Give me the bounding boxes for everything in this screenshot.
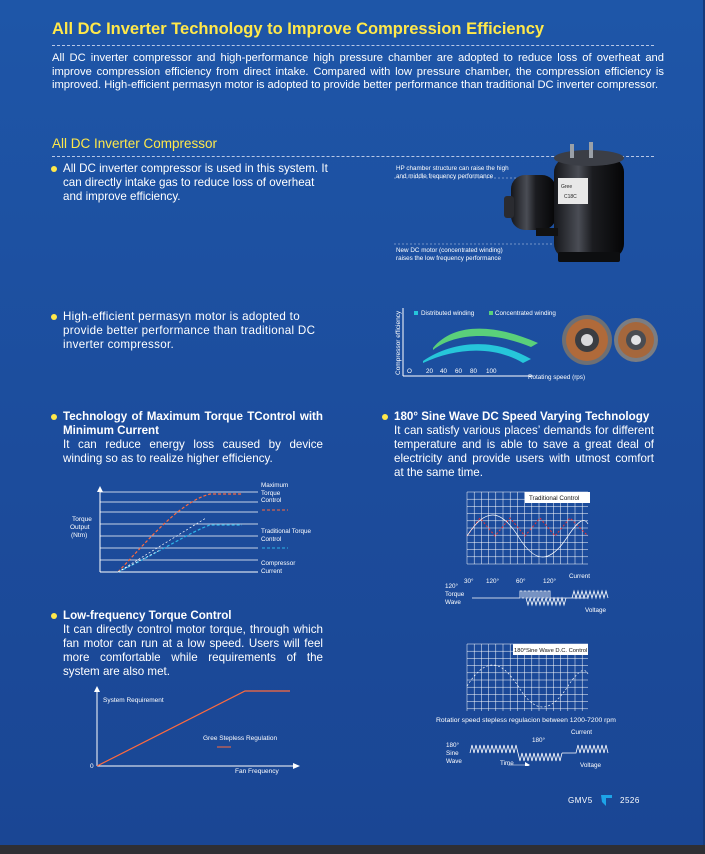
traditional-torque-curve	[118, 525, 242, 572]
lowfreq-origin: 0	[90, 763, 94, 770]
footer-model: GMV5	[568, 796, 593, 805]
traditional-current-label: Current	[569, 573, 590, 580]
sine-180-left-label: 180°	[446, 742, 460, 749]
bullet-compressor	[63, 162, 333, 204]
efficiency-x-tick: 100	[486, 368, 497, 375]
hp-chamber-label: HP chamber structure can raise the high and middle frequency performance	[396, 165, 509, 180]
traditional-control-chart	[440, 488, 640, 618]
bullet-sine-text: It can satisfy various places’ demands for different temperature and is able to save a great deal of electricity and provide users with utmost comfort at the same time.	[394, 424, 654, 479]
bullet-dot-icon	[51, 613, 57, 619]
y-arrow-icon	[94, 686, 100, 692]
sine-wave-curve	[467, 665, 588, 707]
sine-voltage-label: Voltage	[580, 762, 602, 769]
section-subtitle: All DC Inverter Compressor	[52, 136, 218, 151]
bullet-dot-icon	[382, 414, 388, 420]
bullet-torque-text: It can reduce energy loss caused by device winding so as to realize higher efficiency.	[63, 438, 323, 465]
traditional-pwm-wave	[472, 591, 608, 605]
bullet-torque	[63, 410, 323, 466]
legend-swatch-distributed	[414, 311, 418, 315]
traditional-voltage-label: Voltage	[585, 607, 607, 614]
efficiency-x-tick: 60	[455, 368, 463, 375]
gree-logo-icon	[598, 792, 614, 808]
compressor-plate-text-1: Gree	[561, 184, 573, 190]
title-divider	[52, 45, 654, 46]
compressor-plate-text-2: C18C	[564, 194, 577, 200]
efficiency-x-tick: 40	[440, 368, 448, 375]
sine-time-label: Time	[500, 760, 514, 767]
time-arrow-icon	[525, 762, 530, 766]
efficiency-x-tick: 80	[470, 368, 478, 375]
torque-y-label-3: (Ntm)	[71, 532, 88, 539]
bullet-sine-title: 180° Sine Wave DC Speed Varying Technology	[394, 410, 650, 423]
compressor-current-label: Compressor Current	[261, 560, 296, 575]
bullet-torque-title: Technology of Maximum Torque TControl with Minimum Current	[63, 410, 323, 437]
sine-current-label: Current	[571, 729, 592, 736]
bullet-lowfreq-title: Low-frequency Torque Control	[63, 609, 232, 622]
bullet-dot-icon	[51, 314, 57, 320]
traditional-torque-label: Traditional Torque Control	[261, 528, 312, 543]
traditional-120-label: 120°	[445, 583, 459, 590]
lowfreq-y-label: System Requirement	[103, 697, 164, 704]
sine-control-chart	[440, 638, 640, 718]
sine-title: 180°Sine Wave D.C. Control	[514, 648, 588, 654]
lowfreq-x-label: Fan Frequency	[235, 768, 279, 775]
x-arrow-icon	[293, 763, 300, 769]
efficiency-chart	[393, 303, 661, 383]
bullet-dot-icon	[51, 166, 57, 172]
sine-pwm-wave	[468, 740, 618, 766]
page-title: All DC Inverter Technology to Improve Compression Efficiency	[52, 20, 545, 38]
lowfreq-chart	[85, 682, 305, 777]
traditional-reference-wave	[467, 515, 588, 557]
traditional-title: Traditional Control	[529, 495, 580, 502]
bullet-compressor-text: All DC inverter compressor is used in this system. It can directly intake gas to reduce loss of overheat and improve efficiency.	[63, 162, 328, 203]
stator-winding-image	[562, 315, 658, 365]
legend-concentrated: Concentrated winding	[495, 310, 556, 317]
bullet-permasyn	[63, 310, 325, 352]
torque-grid	[100, 492, 258, 572]
page-bottom-edge	[0, 845, 705, 854]
bullet-dot-icon	[51, 414, 57, 420]
distributed-winding-curve	[423, 344, 531, 363]
dc-motor-label: New DC motor (concentrated winding) raises the low frequency performance	[396, 247, 503, 262]
bullet-permasyn-text: High-efficient permasyn motor is adopted to provide better performance than traditional DC inverter compressor.	[63, 310, 316, 351]
y-arrow-icon	[97, 486, 103, 492]
efficiency-y-label: Compressor efficiency	[395, 310, 402, 375]
torque-y-label-1: Torque	[72, 516, 92, 523]
bullet-lowfreq-text: It can directly control motor torque, through which fan motor can run at a low speed. Users will feel more comfortable while requirements of the system are also met.	[63, 623, 323, 678]
sine-wave-label: Wave	[446, 758, 462, 765]
efficiency-x-tick: O	[407, 368, 412, 375]
footer-code: 2526	[620, 796, 640, 805]
legend-distributed: Distributed winding	[421, 310, 475, 317]
traditional-angle-3: 60°	[516, 578, 526, 585]
torque-y-label-2: Output	[70, 524, 90, 531]
maximum-torque-label: Maximum Torque Control	[261, 482, 289, 505]
compressor-current-line	[118, 518, 206, 572]
efficiency-x-tick: 20	[426, 368, 434, 375]
traditional-angle-2: 120°	[486, 578, 500, 585]
efficiency-x-ticks	[407, 368, 497, 375]
sine-sine-label: Sine	[446, 750, 459, 757]
traditional-wave-label: Wave	[445, 599, 461, 606]
sine-caption: Rotatior speed stepless regulacion between 1200-7200 rpm	[436, 717, 616, 724]
lowfreq-legend-label: Gree Stepless Regulation	[203, 735, 278, 742]
bullet-sine	[394, 410, 654, 480]
traditional-torque-label: Torque	[445, 591, 465, 598]
sine-180-top-label: 180°	[532, 737, 546, 744]
legend-swatch-concentrated	[489, 311, 493, 315]
traditional-angle-1: 30°	[464, 578, 474, 585]
intro-paragraph: All DC inverter compressor and high-performance high pressure chamber are adopted to reduce loss of overheat and improve compression efficiency from direct intake. Compared with low pressure chamber, the compression efficiency is improved. High-efficient permasyn motor is adopted to provide better performance than traditional DC inverter compressor.	[52, 52, 664, 92]
bullet-lowfreq	[63, 609, 323, 679]
traditional-angle-4: 120°	[543, 578, 557, 585]
efficiency-x-label: Rotating speed (rps)	[528, 374, 586, 381]
